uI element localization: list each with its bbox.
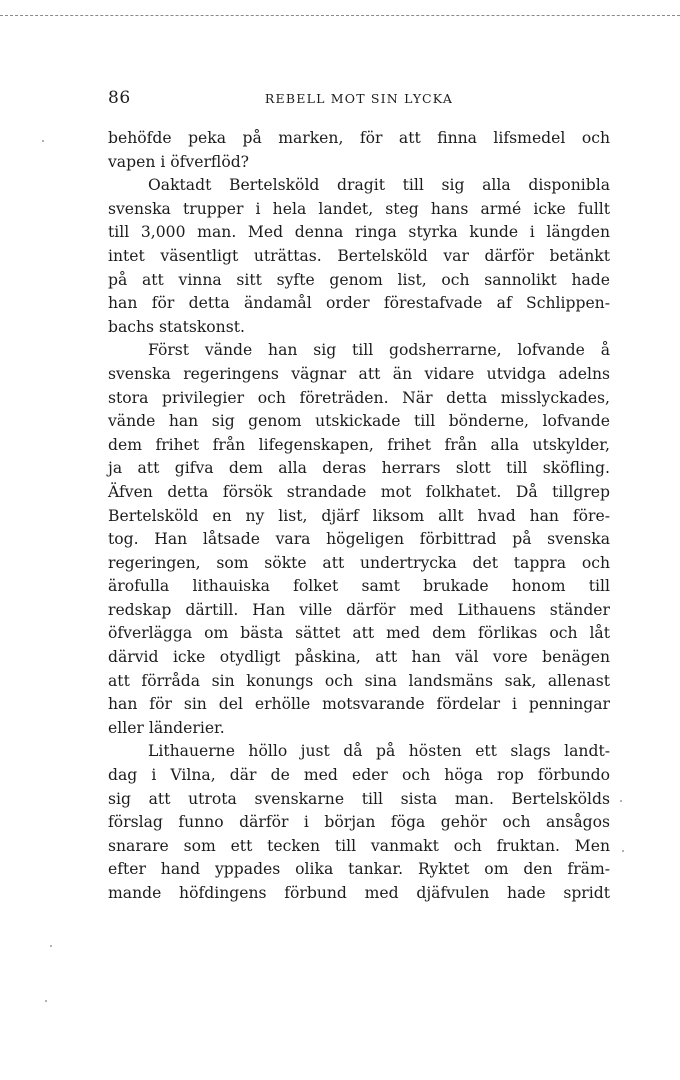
text-line: redskap därtill. Han ville därför med Lithauens ständer (108, 600, 610, 619)
text-line: behöfde peka på marken, för att finna lifsmedel och (108, 129, 610, 147)
text-line: bachs statskonst. (108, 317, 245, 336)
text-line: han för sin del erhölle motsvarande fördelar i penningar (108, 695, 610, 714)
paragraph-start-line: Oaktadt Bertelsköld dragit till sig alla disponibla (148, 176, 610, 195)
text-line: snarare som ett tecken till vanmakt och fruktan. Men (108, 836, 610, 855)
text-line: efter hand yppades olika tankar. Ryktet om den främ- (108, 860, 610, 879)
text-line: svenska regeringens vägnar att än vidare utvidga adelns (108, 364, 610, 383)
text-line: tog. Han låtsade vara högeligen förbittrad på svenska (108, 530, 610, 549)
page-number: 86 (108, 88, 131, 108)
text-line: på att vinna sitt syfte genom list, och sannolikt hade (108, 270, 610, 289)
paragraph-start-line: Lithauerne höllo just då på hösten ett slags landt- (148, 742, 610, 761)
text-line: till 3,000 man. Med denna ringa styrka kunde i längden (108, 223, 610, 242)
body-text (108, 127, 610, 906)
text-line: Bertelsköld en ny list, djärf liksom allt hvad han före- (108, 506, 610, 525)
text-line: han för detta ändamål order förestafvade af Schlippen- (108, 294, 610, 313)
paper-speck (45, 1000, 47, 1002)
text-line: regeringen, som sökte att undertrycka det tappra och (108, 553, 610, 572)
top-edge-rule (0, 15, 680, 16)
text-line: eller länderier. (108, 718, 225, 737)
text-line: ja att gifva dem alla deras herrars slott till sköfling. (108, 459, 610, 478)
text-line: öfverlägga om bästa sättet att med dem förlikas och låt (108, 624, 610, 643)
text-line: dag i Vilna, där de med eder och höga rop förbundo (108, 766, 610, 785)
text-line: Äfven detta försök strandade mot folkhatet. Då tillgrep (108, 482, 610, 501)
text-line: mande höfdingens förbund med djäfvulen hade spridt (108, 884, 610, 902)
paper-speck (622, 850, 624, 852)
text-line: ärofulla lithauiska folket samt brukade honom till (108, 577, 610, 596)
text-line: vände han sig genom utskickade till bönderne, lofvande (108, 412, 610, 431)
text-line: därvid icke otydligt påskina, att han väl vore benägen (108, 648, 610, 667)
text-line: intet väsentligt uträttas. Bertelsköld var därför betänkt (108, 246, 610, 265)
running-title: REBELL MOT SIN LYCKA (264, 91, 454, 106)
text-line: svenska trupper i hela landet, steg hans armé icke fullt (108, 199, 610, 218)
paper-speck (42, 140, 44, 142)
text-line: förslag funno därför i början föga gehör och ansågos (108, 813, 610, 832)
text-line: dem frihet från lifegenskapen, frihet från alla utskylder, (108, 435, 610, 454)
paper-speck (50, 945, 52, 947)
text-line: att förråda sin konungs och sina landsmäns sak, allenast (108, 671, 610, 690)
paragraph-start-line: Först vände han sig till godsherrarne, lofvande å (148, 341, 610, 360)
text-line: sig att utrota svenskarne till sista man. Bertelskölds (108, 789, 610, 808)
text-line: vapen i öfverflöd? (108, 152, 250, 171)
page-header (108, 88, 610, 110)
text-line: stora privilegier och företräden. När detta misslyckades, (108, 388, 610, 407)
paper-speck (620, 800, 622, 802)
